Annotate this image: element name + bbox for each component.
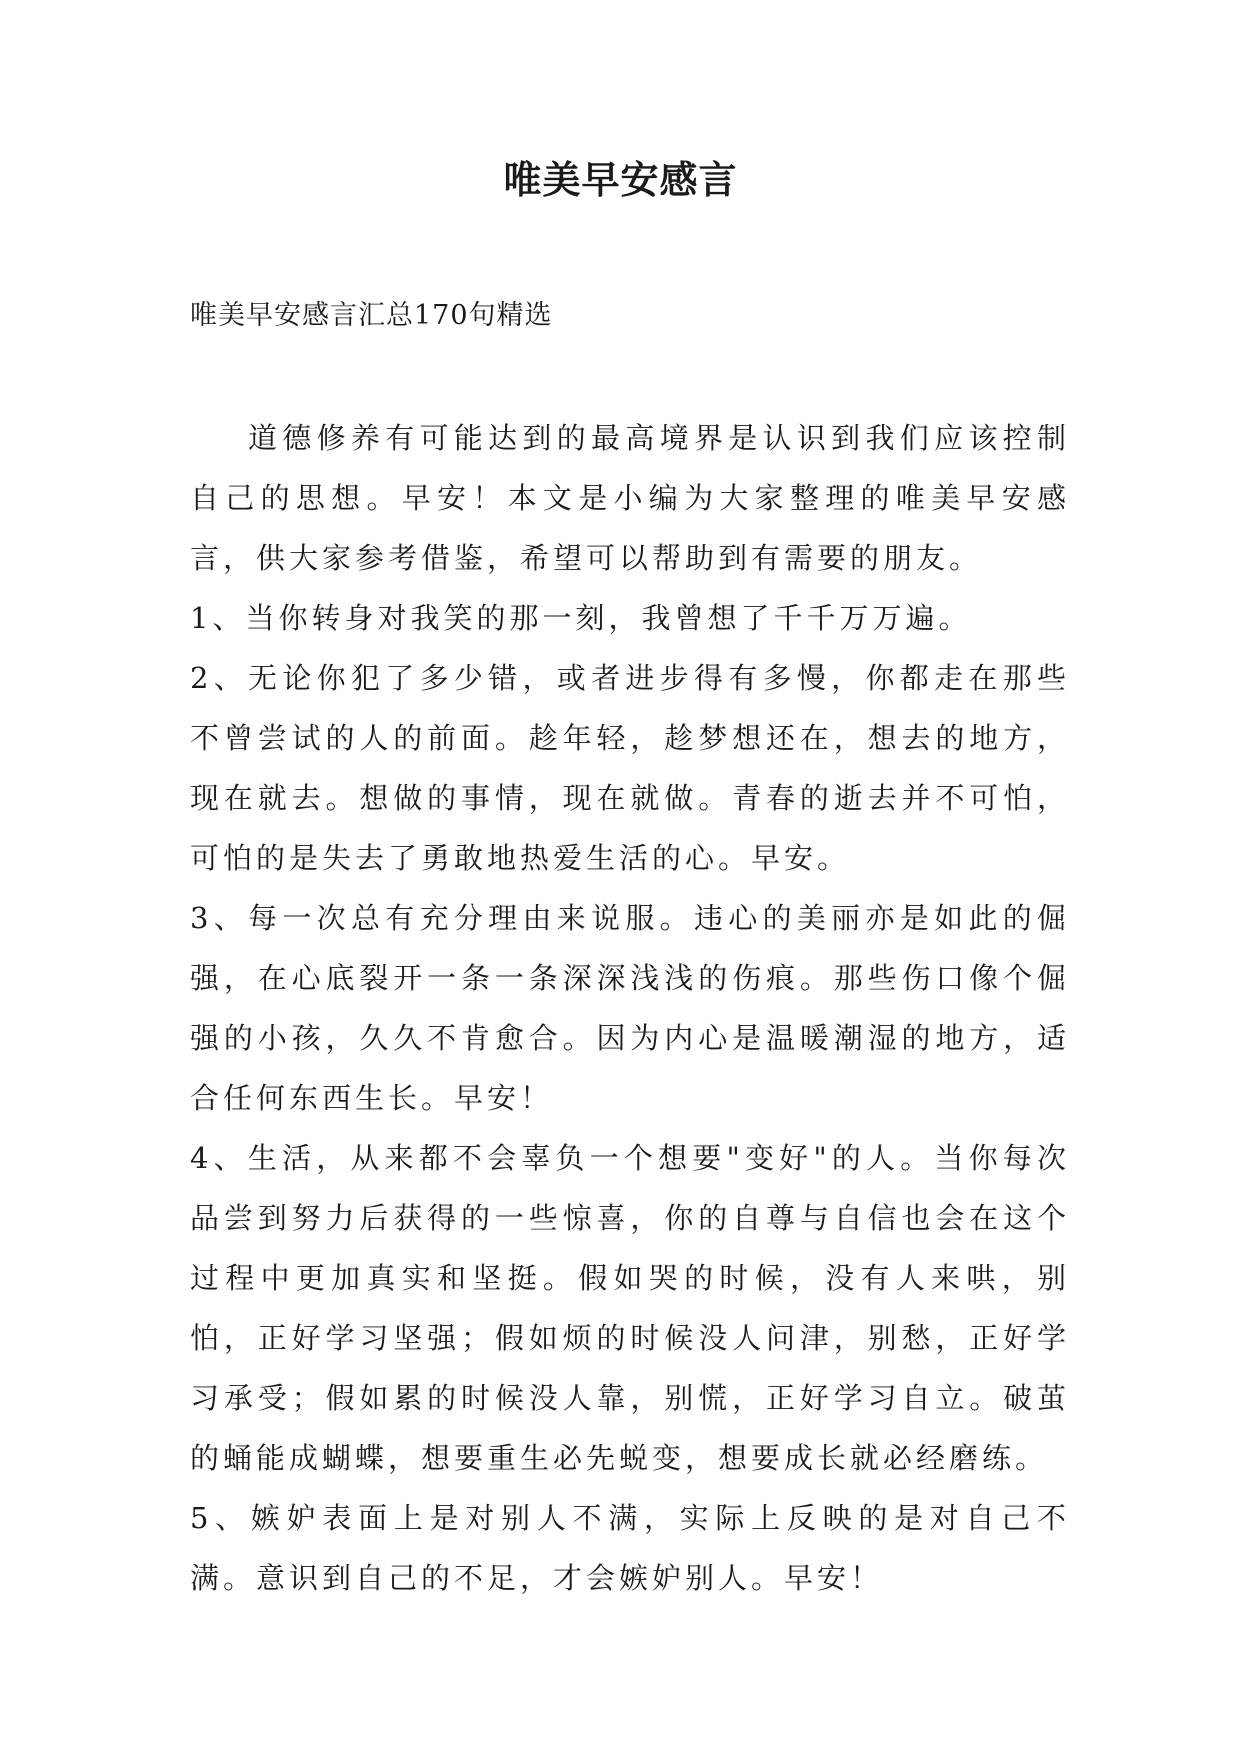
quote-item-5: 5、嫉妒表面上是对别人不满，实际上反映的是对自己不满。意识到自己的不足，才会嫉妒别人。早安！ [190, 1501, 1070, 1595]
quote-item-1: 1、当你转身对我笑的那一刻，我曾想了千千万万遍。 [190, 601, 972, 635]
document-title: 唯美早安感言 [503, 158, 738, 202]
quote-item-3: 3、每一次总有充分理由来说服。违心的美丽亦是如此的倔强，在心底裂开一条一条深深浅浅的伤痕。那些伤口像个倔强的小孩，久久不肯愈合。因为内心是温暖潮湿的地方，适合任何东西生长。早安！ [190, 901, 1070, 1115]
intro-paragraph: 道德修养有可能达到的最高境界是认识到我们应该控制自己的思想。早安！本文是小编为大家整理的唯美早安感言，供大家参考借鉴，希望可以帮助到有需要的朋友。 [190, 421, 1070, 575]
document-body [190, 408, 1070, 1608]
quote-item-4: 4、生活，从来都不会辜负一个想要"变好"的人。当你每次品尝到努力后获得的一些惊喜，你的自尊与自信也会在这个过程中更加真实和坚挺。假如哭的时候，没有人来哄，别怕，正好学习坚强；假如烦的时候没人问津，别愁，正好学习承受；假如累的时候没人靠，别慌，正好学习自立。破茧的蛹能成蝴蝶，想要重生必先蜕变，想要成长就必经磨练。 [190, 1141, 1070, 1475]
document-subtitle: 唯美早安感言汇总170句精选 [190, 300, 553, 331]
quote-item-2: 2、无论你犯了多少错，或者进步得有多慢，你都走在那些不曾尝试的人的前面。趁年轻，趁梦想还在，想去的地方，现在就去。想做的事情，现在就做。青春的逝去并不可怕，可怕的是失去了勇敢地热爱生活的心。早安。 [190, 661, 1070, 875]
